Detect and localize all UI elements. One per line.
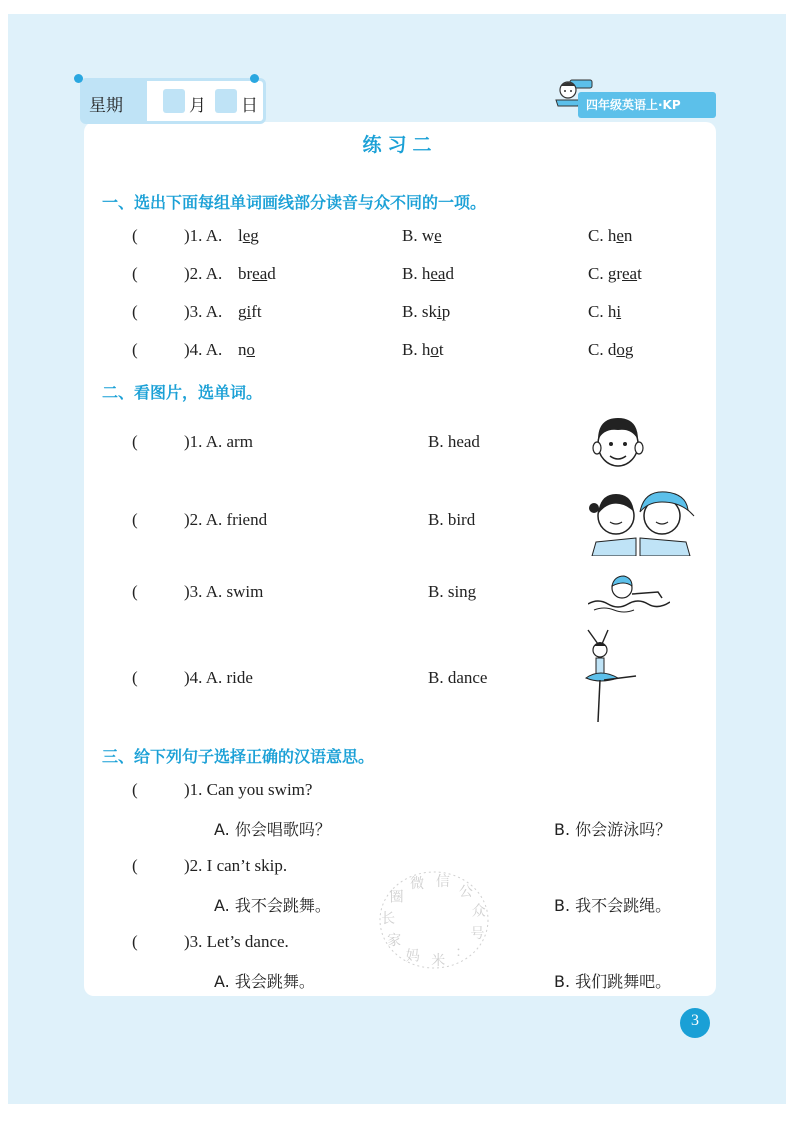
answer-blank[interactable]	[150, 432, 176, 452]
option-b-underlined: e	[434, 226, 442, 245]
option-c-suffix: t	[637, 264, 642, 283]
page-number: 3	[691, 1012, 699, 1029]
option-a[interactable]: A. 我会跳舞。	[214, 972, 315, 991]
option-a[interactable]: A. 你会唱歌吗？	[214, 820, 331, 839]
stamp-char: 微	[410, 875, 425, 892]
paren-open: (	[132, 780, 138, 799]
option-b[interactable]: B. 我们跳舞吧。	[554, 972, 672, 991]
option-a[interactable]: )3. A. swim	[184, 582, 264, 601]
option-b-prefix: B. sk	[402, 302, 437, 321]
option-a-suffix: g	[250, 226, 259, 245]
stamp-char: 米	[431, 952, 446, 969]
option-c[interactable]	[588, 226, 632, 246]
option-c-prefix: C. gr	[588, 264, 622, 283]
section2-heading: 二、看图片，选单词。	[102, 383, 263, 402]
section1-heading: 一、选出下面每组单词画线部分读音与众不同的一项。	[102, 193, 487, 212]
option-a[interactable]	[238, 340, 255, 360]
paren-open: (	[132, 432, 138, 451]
answer-blank[interactable]	[150, 302, 176, 322]
pin-icon	[250, 74, 259, 83]
month-label: 月	[189, 96, 206, 116]
stamp-char: 妈	[405, 948, 420, 965]
dancer-picture-icon	[580, 626, 642, 726]
stamp-char: 公	[458, 884, 473, 901]
book-title: 四年级英语上·KP	[586, 98, 681, 112]
option-b-underlined: ea	[430, 264, 446, 283]
option-a-underlined: ea	[252, 264, 268, 283]
stamp-char: ：	[455, 944, 470, 961]
stamp-char: 众	[471, 903, 486, 920]
option-b[interactable]: B. 我不会跳绳。	[554, 896, 672, 915]
book-title-banner	[578, 92, 716, 118]
question-text: )1. Can you swim?	[184, 780, 313, 799]
day-label: 日	[241, 96, 258, 116]
answer-blank[interactable]	[150, 856, 176, 876]
option-a-underlined: i	[246, 302, 252, 321]
swimmer-picture-icon	[588, 570, 670, 616]
option-b-prefix: B. h	[402, 340, 431, 359]
option-a-underlined: e	[242, 226, 251, 245]
option-b-underlined: o	[430, 340, 439, 359]
option-a-prefix: br	[238, 264, 253, 283]
option-a[interactable]: A. 我不会跳舞。	[214, 896, 331, 915]
day-blank[interactable]	[215, 89, 237, 113]
answer-blank[interactable]	[150, 340, 176, 360]
question-number: )2. A.	[184, 264, 223, 283]
stamp-char: 号	[470, 926, 485, 943]
paren-open: (	[132, 226, 138, 245]
option-c[interactable]	[588, 302, 621, 322]
option-b[interactable]	[402, 340, 444, 360]
option-b[interactable]: B. sing	[428, 582, 477, 601]
option-c-prefix: C. h	[588, 302, 617, 321]
paren-open: (	[132, 856, 138, 875]
section3-heading: 三、给下列句子选择正确的汉语意思。	[102, 747, 375, 766]
option-a-prefix: l	[238, 226, 243, 245]
paren-open: (	[132, 264, 138, 283]
option-c[interactable]	[588, 264, 642, 284]
friends-picture-icon	[586, 482, 698, 556]
stamp-char: 圈	[389, 889, 404, 906]
option-b[interactable]: B. head	[428, 432, 480, 451]
answer-blank[interactable]	[150, 668, 176, 688]
option-b-underlined: i	[436, 302, 442, 321]
stamp-char: 家	[387, 932, 402, 949]
weekday-blank[interactable]	[123, 89, 145, 113]
pin-icon	[74, 74, 83, 83]
paren-open: (	[132, 302, 138, 321]
option-a-suffix: d	[267, 264, 276, 283]
answer-blank[interactable]	[150, 226, 176, 246]
paren-open: (	[132, 340, 138, 359]
answer-blank[interactable]	[150, 582, 176, 602]
watermark-stamp	[366, 858, 502, 982]
month-blank[interactable]	[163, 89, 185, 113]
question-number: )4. A.	[184, 340, 223, 359]
option-b-suffix: p	[441, 302, 451, 321]
option-c-underlined: o	[616, 340, 625, 359]
option-a-underlined: o	[246, 340, 255, 359]
answer-blank[interactable]	[150, 510, 176, 530]
option-b-suffix: t	[438, 340, 444, 359]
option-a-suffix: ft	[251, 302, 262, 321]
option-b[interactable]	[402, 302, 450, 322]
stamp-char: 长	[381, 910, 396, 927]
answer-blank[interactable]	[150, 932, 176, 952]
paren-open: (	[132, 582, 138, 601]
option-c-suffix: n	[623, 226, 633, 245]
paren-open: (	[132, 510, 138, 529]
option-b[interactable]: B. dance	[428, 668, 488, 687]
option-b-suffix: d	[445, 264, 454, 283]
question-text: )3. Let’s dance.	[184, 932, 289, 951]
option-b-prefix: B. h	[402, 264, 431, 283]
option-b[interactable]: B. 你会游泳吗？	[554, 820, 672, 839]
option-b[interactable]: B. bird	[428, 510, 476, 529]
option-c-prefix: C. h	[588, 226, 617, 245]
option-a[interactable]	[238, 302, 262, 322]
option-a[interactable]: )2. A. friend	[184, 510, 268, 529]
option-a[interactable]	[238, 264, 276, 284]
option-c-prefix: C. d	[588, 340, 617, 359]
stamp-char: 信	[435, 873, 450, 890]
date-box	[80, 78, 266, 124]
answer-blank[interactable]	[150, 264, 176, 284]
page-number-badge	[680, 1008, 710, 1038]
question-number: )3. A.	[184, 302, 223, 321]
option-a[interactable]: )4. A. ride	[184, 668, 253, 687]
answer-blank[interactable]	[150, 780, 176, 800]
paren-open: (	[132, 932, 138, 951]
option-c-underlined: ea	[622, 264, 638, 283]
option-a-prefix: g	[238, 302, 247, 321]
weekday-label: 星期	[89, 96, 123, 116]
paren-open: (	[132, 668, 138, 687]
option-c-underlined: i	[616, 302, 622, 321]
question-number: )1. A.	[184, 226, 223, 245]
option-b[interactable]	[402, 264, 454, 284]
option-c[interactable]	[588, 340, 633, 360]
page-title: 练习二	[362, 134, 438, 156]
option-a[interactable]	[238, 226, 259, 246]
option-c-suffix: g	[624, 340, 634, 359]
question-text: )2. I can’t skip.	[184, 856, 288, 875]
option-b-prefix: B. w	[402, 226, 435, 245]
option-b[interactable]	[402, 226, 442, 246]
option-a[interactable]: )1. A. arm	[184, 432, 253, 451]
head-picture-icon	[586, 410, 650, 472]
option-a-prefix: n	[238, 340, 247, 359]
option-c-underlined: e	[616, 226, 624, 245]
